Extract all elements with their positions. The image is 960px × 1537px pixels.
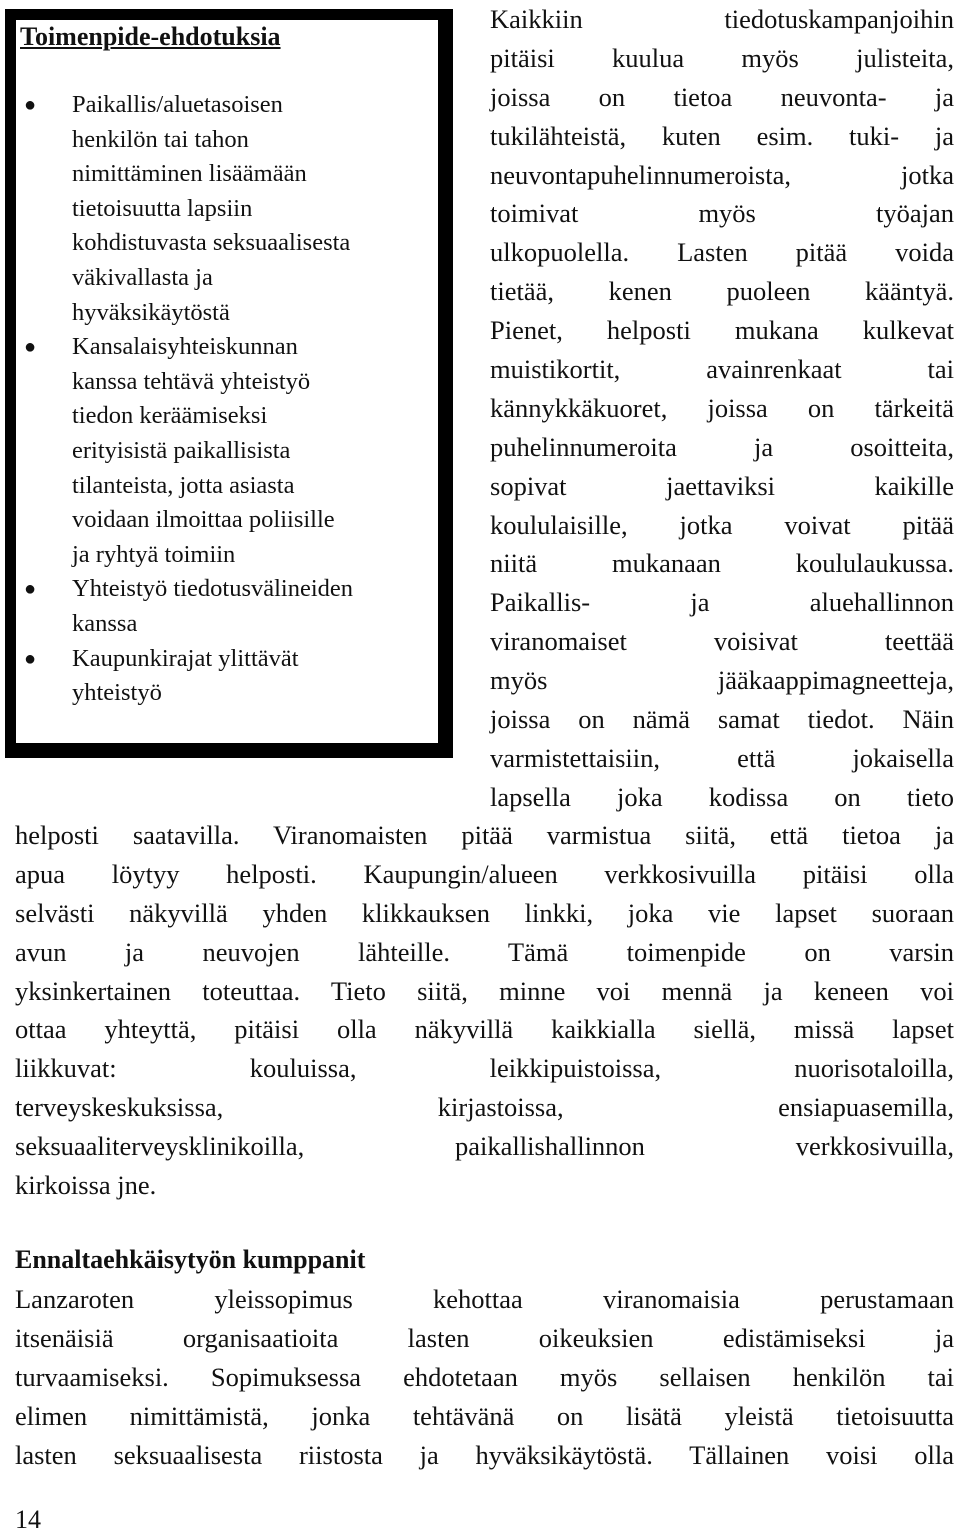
text-line: neuvontapuhelinnumeroista, jotka: [490, 159, 954, 190]
text-line: muistikortit, avainrenkaat tai: [490, 354, 954, 385]
text-line: lapsella joka kodissa on tieto: [490, 781, 954, 812]
list-item: [20, 330, 410, 572]
text-line: ulkopuolella. Lasten pitää voida: [490, 237, 954, 268]
text-line: tietää, kenen puoleen kääntyä.: [490, 276, 954, 307]
list-item-line: ja ryhtyä toimiin: [72, 540, 236, 568]
list-item-line: yhteistyö: [72, 679, 162, 707]
text-line: myös jääkaappimagneetteja,: [490, 665, 954, 696]
text-line: itsenäisiä organisaatioita lasten oikeuksien edistämiseksi ja: [15, 1322, 954, 1353]
text-line: yksinkertainen toteuttaa. Tieto siitä, minne voi mennä ja keneen voi: [15, 975, 954, 1006]
proposals-list: [20, 88, 410, 711]
body-paragraph-continued: [15, 816, 954, 1205]
text-line: lasten seksuaalisesta riistosta ja hyväksikäytöstä. Tällainen voisi olla: [15, 1439, 954, 1470]
list-item-line: Kansalaisyhteiskunnan: [72, 333, 298, 361]
list-item: [20, 88, 410, 330]
text-line: terveyskeskuksissa, kirjastoissa, ensiapuasemilla,: [15, 1092, 954, 1123]
text-line: elimen nimittämistä, jonka tehtävänä on lisätä yleistä tietoisuutta: [15, 1400, 954, 1431]
text-line: viranomaiset voisivat teettää: [490, 626, 954, 657]
text-line: koululaisille, jotka voivat pitää: [490, 509, 954, 540]
text-line: seksuaaliterveysklinikoilla, paikallishallinnon verkkosivuilla,: [15, 1131, 954, 1162]
text-line: avun ja neuvojen lähteille. Tämä toimenpide on varsin: [15, 936, 954, 967]
text-line: kännykkäkuoret, joissa on tärkeitä: [490, 392, 954, 423]
list-item-line: Yhteistyö tiedotusvälineiden: [72, 575, 354, 603]
text-line: sopivat jaettaviksi kaikille: [490, 470, 954, 501]
text-line: joissa on nämä samat tiedot. Näin: [490, 704, 954, 735]
right-column-paragraph: [490, 0, 954, 817]
list-item-line: henkilön tai tahon: [72, 125, 249, 153]
text-line: Kaikkiin tiedotuskampanjoihin: [490, 4, 954, 34]
text-line: Paikallis- ja aluehallinnon: [490, 587, 954, 618]
text-line: Lanzaroten yleissopimus kehottaa viranomaisia perustamaan: [15, 1284, 954, 1314]
text-line: joissa on tietoa neuvonta- ja: [490, 81, 954, 112]
list-item-line: kohdistuvasta seksuaalisesta: [72, 229, 351, 257]
list-item-line: tietoisuutta lapsiin: [72, 194, 253, 222]
list-item-line: väkivallasta ja: [72, 263, 213, 291]
text-line: kirkoissa jne.: [15, 1170, 157, 1201]
text-line: turvaamiseksi. Sopimuksessa ehdotetaan myös sellaisen henkilön tai: [15, 1361, 954, 1392]
list-item: [20, 642, 410, 711]
text-line: tukilähteistä, kuten esim. tuki- ja: [490, 120, 954, 151]
text-line: selvästi näkyvillä yhden klikkauksen linkki, joka vie lapset suoraan: [15, 897, 954, 928]
list-item-line: nimittäminen lisäämään: [72, 160, 307, 188]
text-line: ottaa yhteyttä, pitäisi olla näkyvillä kaikkialla siellä, missä lapset: [15, 1014, 954, 1045]
text-line: pitäisi kuulua myös julisteita,: [490, 42, 954, 73]
text-line: toimivat myös työajan: [490, 198, 954, 229]
section-paragraph: [15, 1280, 954, 1474]
bullet-icon: ●: [24, 336, 37, 359]
bullet-icon: ●: [24, 578, 37, 601]
list-item-line: kanssa tehtävä yhteistyö: [72, 367, 311, 395]
sidebar-title: Toimenpide-ehdotuksia: [20, 22, 281, 51]
list-item-line: tiedon keräämiseksi: [72, 402, 268, 430]
list-item-line: tilanteista, jotta asiasta: [72, 471, 295, 499]
text-line: helposti saatavilla. Viranomaisten pitää varmistua siitä, että tietoa ja: [15, 820, 954, 850]
bullet-icon: ●: [24, 94, 37, 116]
list-item-line: Kaupunkirajat ylittävät: [72, 644, 299, 672]
text-line: Pienet, helposti mukana kulkevat: [490, 315, 954, 346]
section-heading: Ennaltaehkäisytyön kumppanit: [15, 1245, 366, 1274]
list-item-line: erityisistä paikallisista: [72, 436, 291, 464]
page-number: 14: [15, 1505, 41, 1534]
list-item-line: kanssa: [72, 609, 138, 637]
list-item-line: voidaan ilmoittaa poliisille: [72, 506, 335, 534]
bullet-icon: ●: [24, 647, 37, 670]
text-line: liikkuvat: kouluissa, leikkipuistoissa, nuorisotaloilla,: [15, 1053, 954, 1084]
list-item: [20, 572, 410, 641]
list-item-line: hyväksikäytöstä: [72, 298, 230, 326]
list-item-line: Paikallis/aluetasoisen: [72, 91, 283, 118]
text-line: varmistettaisiin, että jokaisella: [490, 742, 954, 773]
text-line: niitä mukanaan koululaukussa.: [490, 548, 954, 579]
text-line: apua löytyy helposti. Kaupungin/alueen verkkosivuilla pitäisi olla: [15, 858, 954, 889]
text-line: puhelinnumeroita ja osoitteita,: [490, 431, 954, 462]
